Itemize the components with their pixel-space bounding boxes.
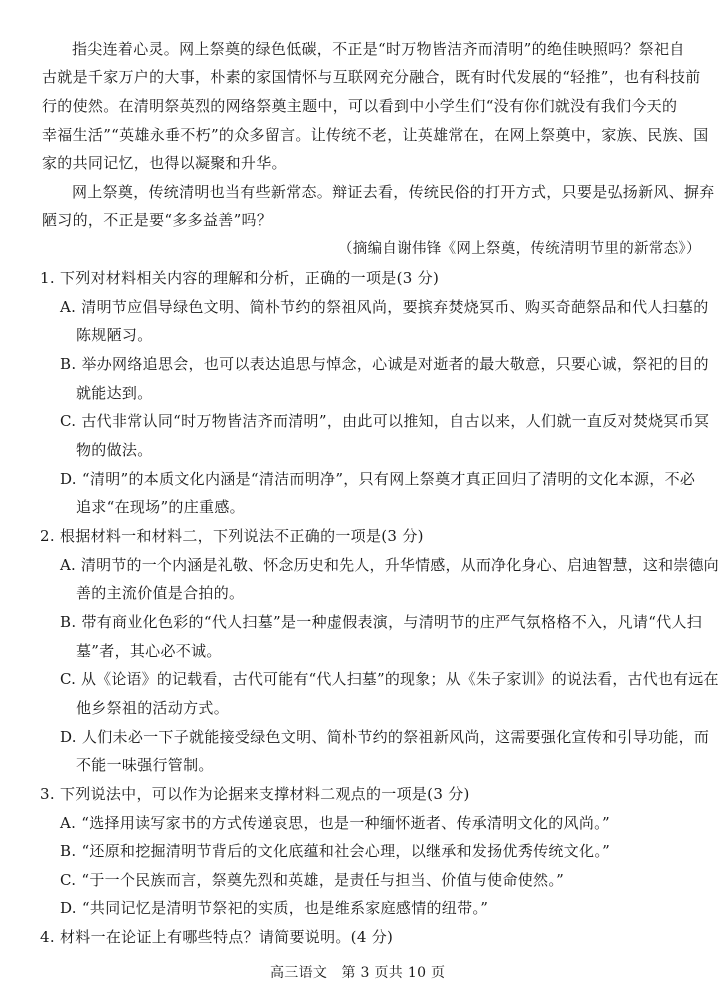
passage-line: 幸福生活”“英雄永垂不朽”的众多留言。让传统不老，让英雄常在，在网上祭奠中，家族、民族、国 bbox=[42, 126, 709, 144]
option-a: A. 清明节的一个内涵是礼敬、怀念历史和先人，升华情感，从而净化身心、启迪智慧，这和崇德向 bbox=[60, 556, 719, 574]
source-citation: （摘编自谢伟锋《网上祭奠，传统清明节里的新常态》） bbox=[338, 241, 701, 257]
option-b: B. 举办网络追思会，也可以表达追思与悼念，心诚是对逝者的最大敬意，只要心诚，祭祀的目的 bbox=[60, 355, 709, 373]
question-stem: 4. 材料一在论证上有哪些特点？请简要说明。(4 分) bbox=[40, 928, 394, 946]
option-a-cont: 善的主流价值是合拍的。 bbox=[76, 584, 245, 602]
option-b: B. 带有商业化色彩的“代人扫墓”是一种虚假表演，与清明节的庄严气氛格格不入，凡请“代人扫 bbox=[60, 613, 703, 631]
option-b-cont: 墓”者，其心必不诚。 bbox=[76, 642, 222, 660]
passage-line: 指尖连着心灵。网上祭奠的绿色低碳，不正是“时万物皆洁齐而清明”的绝佳映照吗？祭祀自 bbox=[72, 40, 685, 58]
question-stem: 3. 下列说法中，可以作为论据来支撑材料二观点的一项是(3 分) bbox=[40, 785, 470, 803]
option-c: C. 古代非常认同“时万物皆洁齐而清明”，由此可以推知，自古以来，人们就一直反对焚烧冥币冥 bbox=[60, 412, 710, 430]
option-c-cont: 他乡祭祖的活动方式。 bbox=[76, 699, 230, 717]
option-d-cont: 追求“在现场”的庄重感。 bbox=[76, 498, 245, 516]
option-d: D. “清明”的本质文化内涵是“清洁而明净”，只有网上祭奠才真正回归了清明的文化本源，不必 bbox=[60, 470, 696, 488]
page-footer: 高三语文 第 3 页共 10 页 bbox=[270, 965, 446, 981]
option-b-cont: 就能达到。 bbox=[76, 384, 153, 402]
option-a: A. “选择用读写家书的方式传递哀思，也是一种缅怀逝者、传承清明文化的风尚。” bbox=[60, 814, 610, 832]
question-stem: 1. 下列对材料相关内容的理解和分析，正确的一项是(3 分) bbox=[40, 269, 440, 287]
option-d-cont: 不能一味强行管制。 bbox=[76, 756, 214, 774]
option-d: D. “共同记忆是清明节祭祀的实质，也是维系家庭感情的纽带。” bbox=[60, 899, 489, 917]
option-b: B. “还原和挖掘清明节背后的文化底蕴和社会心理，以继承和发扬优秀传统文化。” bbox=[60, 842, 611, 860]
option-c: C. 从《论语》的记载看，古代可能有“代人扫墓”的现象；从《朱子家训》的说法看，古代也有远在 bbox=[60, 670, 719, 688]
question-stem: 2. 根据材料一和材料二，下列说法不正确的一项是(3 分) bbox=[40, 527, 424, 545]
passage-line: 古就是千家万户的大事，朴素的家国情怀与互联网充分融合，既有时代发展的“轻推”，也有科技前 bbox=[42, 68, 701, 86]
option-a-cont: 陈规陋习。 bbox=[76, 326, 153, 344]
option-d: D. 人们未必一下子就能接受绿色文明、简朴节约的祭祖新风尚，这需要强化宣传和引导功能，而 bbox=[60, 728, 710, 746]
option-c: C. “于一个民族而言，祭奠先烈和英雄，是责任与担当、价值与使命使然。” bbox=[60, 871, 565, 889]
passage-line: 行的使然。在清明祭英烈的网络祭奠主题中，可以看到中小学生们“没有你们就没有我们今天的 bbox=[42, 97, 678, 115]
passage-line: 网上祭奠，传统清明也当有些新常态。辩证去看，传统民俗的打开方式，只要是弘扬新风、摒弃 bbox=[72, 183, 715, 201]
passage-line: 陋习的，不正是要“多多益善”吗？ bbox=[42, 211, 273, 229]
passage-line: 家的共同记忆，也得以凝聚和升华。 bbox=[42, 154, 287, 172]
option-c-cont: 物的做法。 bbox=[76, 441, 153, 459]
option-a: A. 清明节应倡导绿色文明、简朴节约的祭祖风尚，要摈弃焚烧冥币、购买奇葩祭品和代人扫墓的 bbox=[60, 298, 709, 316]
